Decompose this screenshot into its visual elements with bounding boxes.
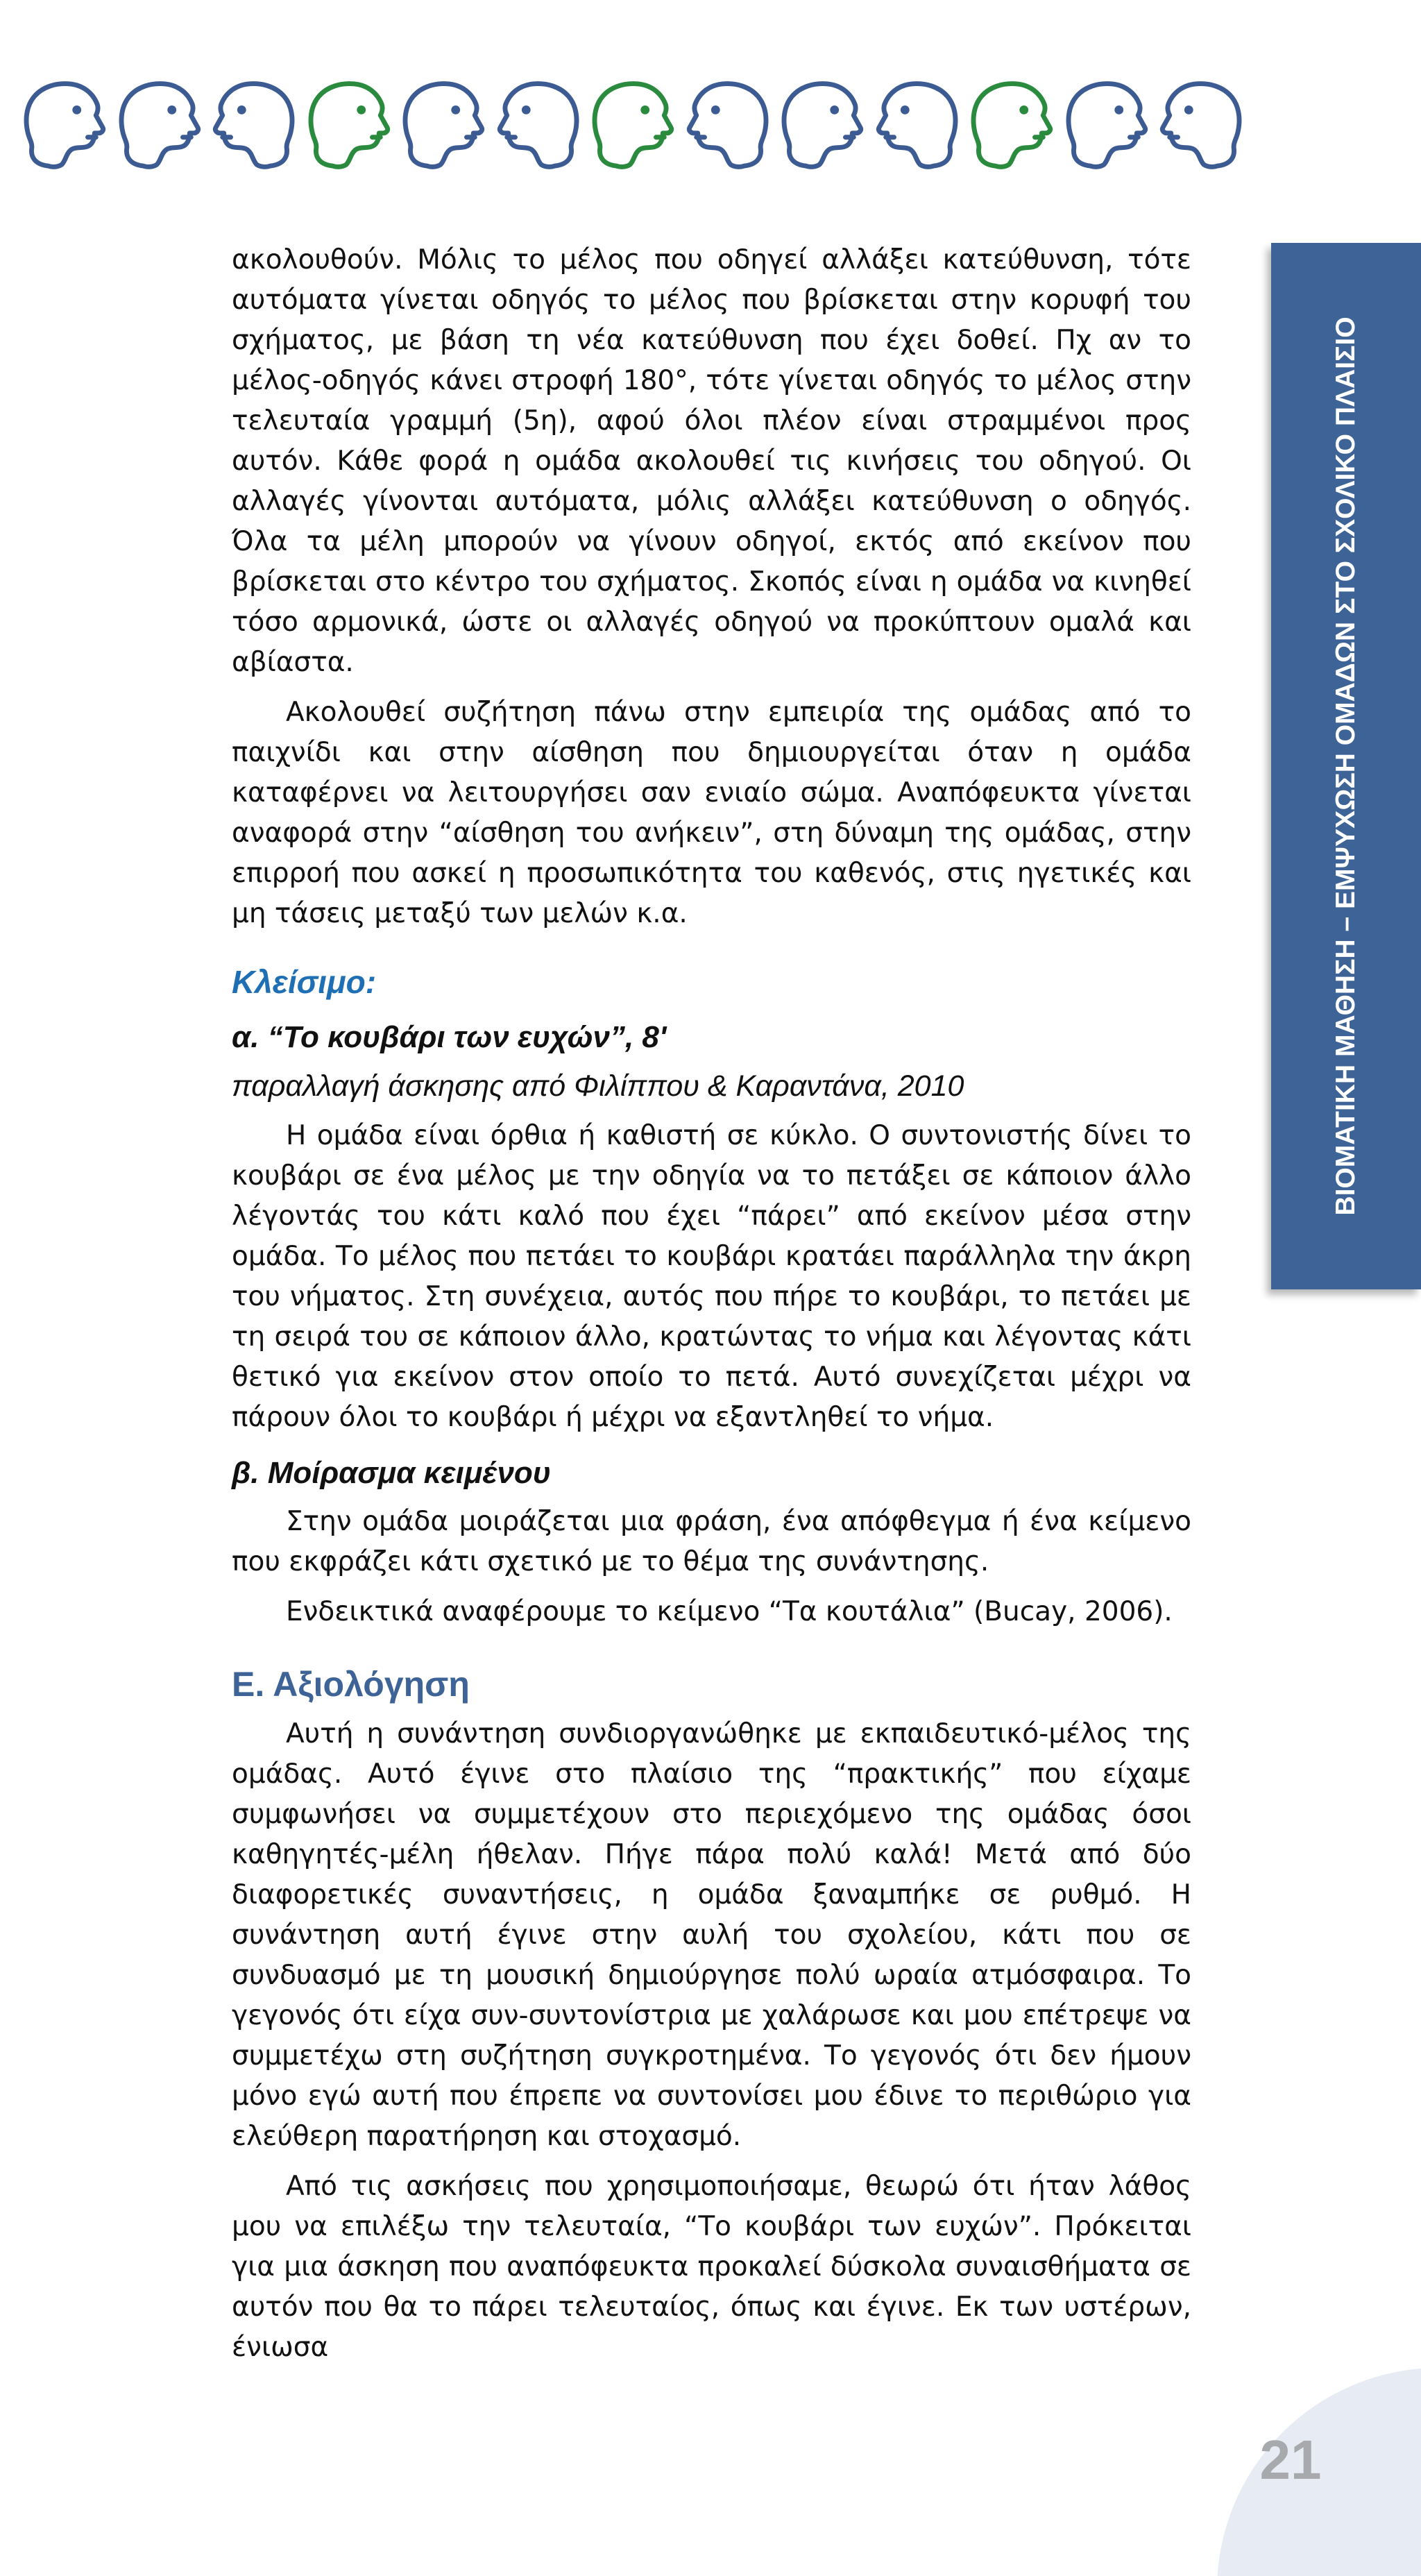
paragraph: Ακολουθεί συζήτηση πάνω στην εμπειρία της ομάδας από το παιχνίδι και στην αίσθηση που δημιουργείται όταν η ομάδα καταφέρνει να λειτουργήσει σαν ενιαίο σώμα. Αναπόφευκτα γίνεται αναφορά στην “αίσθηση του ανήκειν”, στη δύναμη της ομάδας, στην επιρροή που ασκεί η προσωπικότητα του καθενός, στις ηγετικές και μη τάσεις μεταξύ των μελών κ.α. [232,697,1191,929]
page-number: 21 [1259,2429,1322,2491]
face-profile-icon [495,78,582,175]
face-profile-icon [968,78,1055,175]
face-profile-icon [210,78,298,175]
header-faces-row [21,78,1249,175]
text-column [232,240,1191,2368]
paragraph: Από τις ασκήσεις που χρησιμοποιήσαμε, θεωρώ ότι ήταν λάθος μου να επιλέξω την τελευταία, “Το κουβάρι των ευχών”. Πρόκειται για μια άσκηση που αναπόφευκτα προκαλεί δύσκολα συναισθήματα σε αυτόν που θα το πάρει τελευταίος, όπως και έγινε. Εκ των υστέρων, ένιωσα [232,2171,1191,2363]
face-profile-icon [589,78,677,175]
section-title-evaluation: Ε. Αξιολόγηση [232,1665,470,1704]
side-chapter-tab [1271,243,1421,1289]
face-profile-icon [116,78,203,175]
closing-heading: Κλείσιμο: [232,964,377,1000]
face-profile-icon [778,78,866,175]
activity-a-title: α. “Το κουβάρι των ευχών”, 8' [232,1020,667,1054]
paragraph: Στην ομάδα μοιράζεται μια φράση, ένα απόφθεγμα ή ένα κείμενο που εκφράζει κάτι σχετικό με το θέμα της συνάντησης. [232,1506,1191,1577]
face-profile-icon [21,78,108,175]
side-chapter-title: ΒΙΟΜΑΤΙΚΗ ΜΑΘΗΣΗ – ΕΜΨΥΧΩΣΗ ΟΜΑΔΩΝ ΣΤΟ ΣΧΟΛΙΚΟ ΠΛΑΙΣΙΟ [1331,316,1361,1216]
paragraph: Η ομάδα είναι όρθια ή καθιστή σε κύκλο. Ο συντονιστής δίνει το κουβάρι σε ένα μέλος με την οδηγία να το πετάξει σε κάποιον άλλο λέγοντάς του κάτι καλό που έχει “πάρει” από εκείνον μέσα στην ομάδα. Το μέλος που πετάει το κουβάρι κρατάει παράλληλα την άκρη του νήματος. Στη συνέχεια, αυτός που πήρε το κουβάρι, το πετάει με τη σειρά του σε κάποιον άλλο, κρατώντας το νήμα και λέγοντας κάτι θετικό για εκείνον στον οποίο το πετά. Αυτό συνεχίζεται μέχρι να πάρουν όλοι το κουβάρι ή μέχρι να εξαντληθεί το νήμα. [232,1120,1191,1433]
face-profile-icon [1157,78,1245,175]
face-profile-icon [874,78,961,175]
activity-b-title: β. Μοίρασμα κειμένου [232,1456,551,1490]
face-profile-icon [305,78,393,175]
paragraph: Αυτή η συνάντηση συνδιοργανώθηκε με εκπαιδευτικό-μέλος της ομάδας. Αυτό έγινε στο πλαίσιο της “πρακτικής” που είχαμε συμφωνήσει να συμμετέχουν στο περιεχόμενο της ομάδας όσοι καθηγητές-μέλη ήθελαν. Πήγε πάρα πολύ καλά! Μετά από δύο διαφορετικές συναντήσεις, η ομάδα ξαναμπήκε σε ρυθμό. Η συνάντηση αυτή έγινε στην αυλή του σχολείου, κάτι που σε συνδυασμό με τη μουσική δημιούργησε πολύ ωραία ατμόσφαιρα. Το γεγονός ότι είχα συν-συντονίστρια με χαλάρωσε και μου επέτρεψε να συμμετέχω στη συζήτηση συγκροτημένα. Το γεγονός ότι δεν ήμουν μόνο εγώ αυτή που έπρεπε να συντονίσει μου έδινε το περιθώριο για ελεύθερη παρατήρηση και στοχασμό. [232,1718,1191,2152]
face-profile-icon [400,78,487,175]
paragraph: Ενδεικτικά αναφέρουμε το κείμενο “Τα κουτάλια” (Bucay, 2006). [286,1596,1173,1627]
activity-a-source: παραλλαγή άσκησης από Φιλίππου & Καραντάνα, 2010 [232,1069,964,1103]
paragraph: ακολουθούν. Μόλις το μέλος που οδηγεί αλλάξει κατεύθυνση, τότε αυτόματα γίνεται οδηγός το μέλος που βρίσκεται στην κορυφή του σχήματος, με βάση τη νέα κατεύθυνση που έχει δοθεί. Πχ αν το μέλος-οδηγός κάνει στροφή 180°, τότε γίνεται οδηγός το μέλος στην τελευταία γραμμή (5η), αφού όλοι πλέον είναι στραμμένοι προς αυτόν. Κάθε φορά η ομάδα ακολουθεί τις κινήσεις του οδηγού. Οι αλλαγές γίνονται αυτόματα, μόλις αλλάξει κατεύθυνση ο οδηγός. Όλα τα μέλη μπορούν να γίνουν οδηγοί, εκτός από εκείνον που βρίσκεται στο κέντρο του σχήματος. Σκοπός είναι η ομάδα να κινηθεί τόσο αρμονικά, ώστε οι αλλαγές οδηγού να προκύπτουν ομαλά και αβίαστα. [232,244,1191,678]
face-profile-icon [1063,78,1150,175]
face-profile-icon [684,78,772,175]
